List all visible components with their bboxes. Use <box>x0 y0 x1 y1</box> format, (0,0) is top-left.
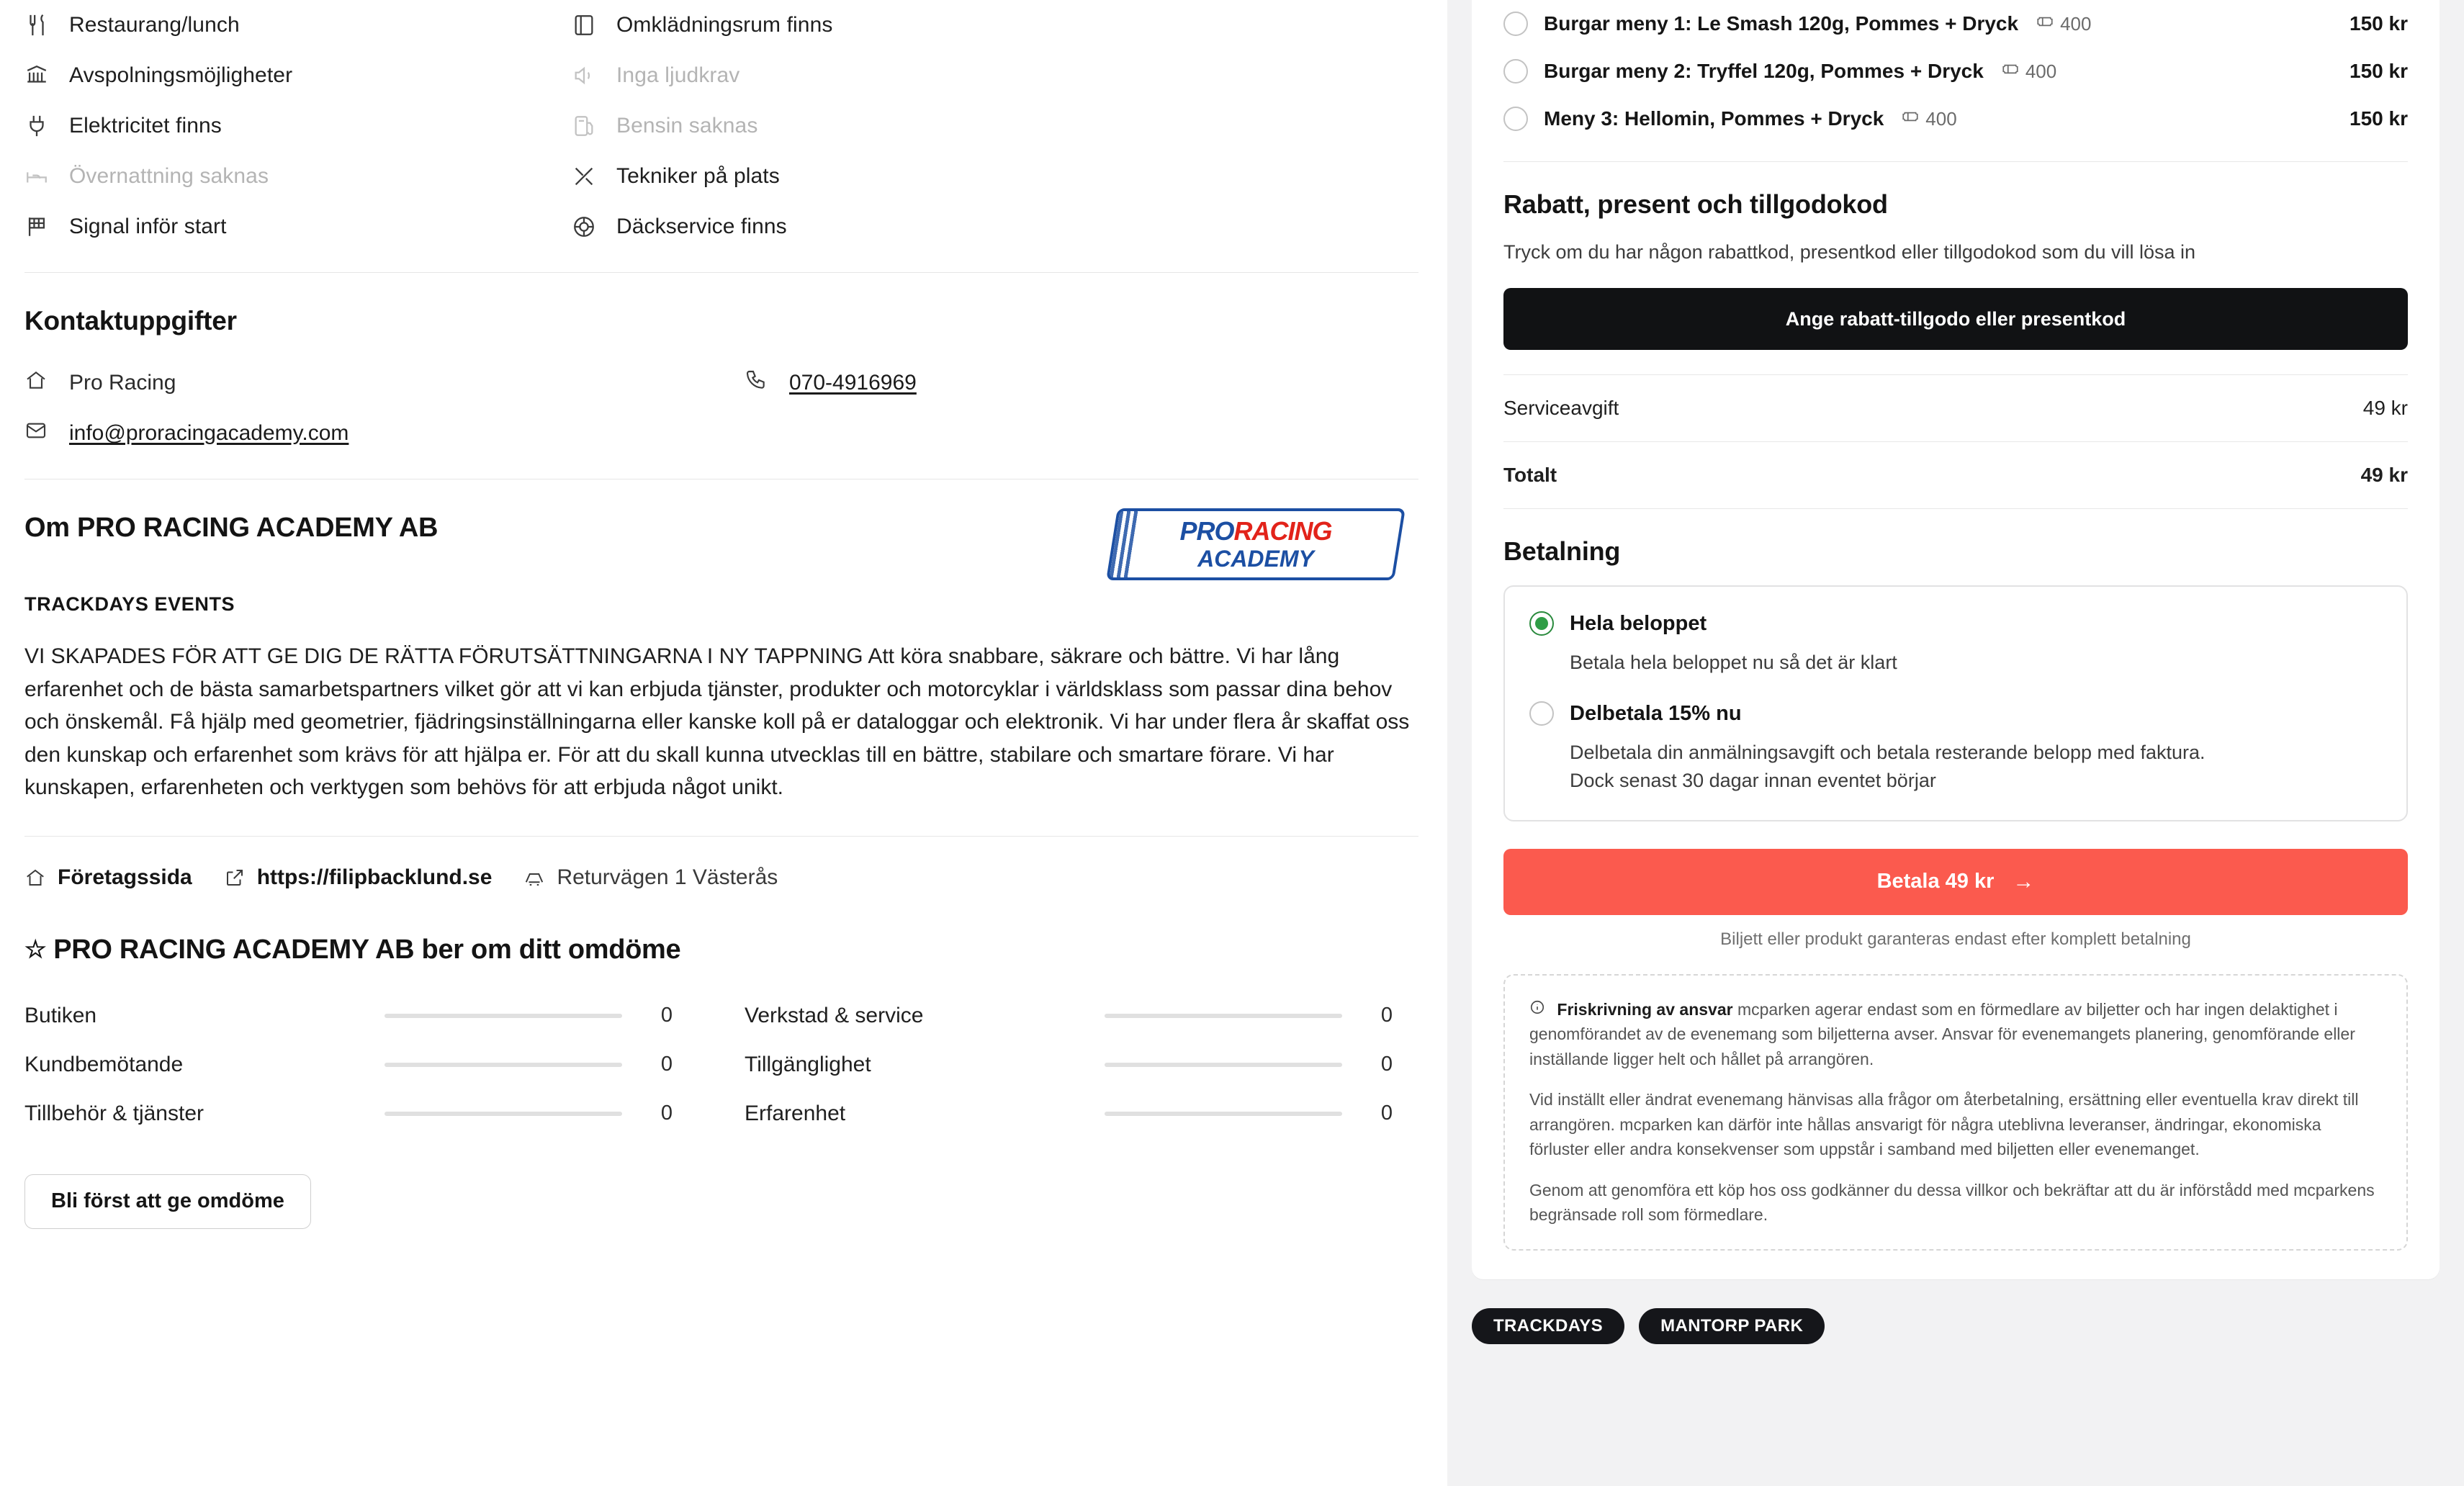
menu-option-row[interactable] <box>1503 95 2408 143</box>
info-icon <box>1529 997 1545 1022</box>
directions-icon <box>523 867 545 888</box>
menu-price: 150 kr <box>2350 12 2408 35</box>
pay-button[interactable] <box>1503 849 2408 915</box>
rating-slider[interactable] <box>1105 1112 1342 1116</box>
tag-mantorp-park[interactable]: MANTORP PARK <box>1639 1308 1825 1344</box>
divider <box>1503 161 2408 162</box>
payment-option-partial-desc: Delbetala din anmälningsavgift och betala resterande belopp med faktura. Dock senast 30 dagar innan eventet börjar <box>1570 742 2206 792</box>
payment-options <box>1503 585 2408 821</box>
star-icon: ☆ <box>24 936 47 964</box>
total-label: Totalt <box>1503 464 1557 487</box>
menu-option-row[interactable] <box>1503 48 2408 95</box>
ticket-icon <box>1901 107 1920 131</box>
facility-item-unavailable <box>572 101 1119 151</box>
payment-radio-partial[interactable] <box>1529 701 1554 726</box>
review-heading-text: PRO RACING ACADEMY AB ber om ditt omdöme <box>53 934 681 965</box>
contact-company: Pro Racing <box>69 371 176 395</box>
facility-item <box>24 0 572 50</box>
fuel-icon <box>572 114 616 138</box>
sound-icon <box>572 63 616 88</box>
mail-icon <box>24 419 69 448</box>
rating-label: Butiken <box>24 1003 97 1027</box>
facility-item <box>24 50 572 101</box>
about-links <box>24 836 1418 890</box>
rating-slider[interactable] <box>1105 1014 1342 1018</box>
payment-option-partial-label: Delbetala 15% nu <box>1570 701 1742 725</box>
directions-link[interactable] <box>523 865 778 890</box>
payment-option-full-desc: Betala hela beloppet nu så det är klart <box>1570 652 1897 674</box>
pay-button-label: Betala 49 kr <box>1876 870 1995 893</box>
facility-label: Bensin saknas <box>616 114 758 138</box>
service-fee-amount: 49 kr <box>2362 397 2408 420</box>
menu-radio[interactable] <box>1503 12 1528 36</box>
rating-label: Erfarenhet <box>745 1101 846 1125</box>
menu-radio[interactable] <box>1503 107 1528 131</box>
about-description: VI SKAPADES FÖR ATT GE DIG DE RÄTTA FÖRUTSÄTTNINGARNA I NY TAPPNING Att köra snabbare, säkrare och bättre. Vi har lång erfarenhet och de bästa samarbetspartners vilket gör att vi kan erbjuda tjänster, produkter och motorcyklar i världsklass som passar dina behov och önskemål. Få hjälp med geometrier, fjädringsinställningarna eller kanske koll på er dataloggar och elektronik. Vi har under flera år skaffat oss den kunskap och erfarenhet som krävs för att hjälpa er. För att du skall kunna utvecklas till en bättre, stabilare och smartare förare. Vi har kunskapen, erfarenheten och verktygen som behövs för att erbjuda något unikt. <box>24 644 1410 800</box>
disclaimer-text-3: Genom att genomföra ett köp hos oss godkänner du dessa villkor och bekräftar att du är införstådd med mcparkens begränsade roll som förmedlare. <box>1529 1180 2375 1225</box>
wash-icon <box>24 63 69 88</box>
rating-row[interactable] <box>745 1040 1465 1089</box>
arrow-right-icon: → <box>2013 869 2035 893</box>
menu-quantity <box>1901 107 1956 131</box>
divider <box>24 272 1418 273</box>
rating-slider[interactable] <box>385 1014 622 1018</box>
rating-value: 0 <box>1380 1102 1393 1125</box>
about-header <box>24 508 1418 580</box>
contact-company-row <box>24 358 745 408</box>
disclaimer-text-1: mcparken agerar endast som en förmedlare av biljetter och har ingen delaktighet i genomförandet av de evenemang som biljetterna avser. Ansvar för evenemangets planering, genomförande eller inställande ligger helt och hållet på arrangören. <box>1529 999 2355 1068</box>
total-row <box>1503 442 2408 508</box>
facility-item-unavailable <box>24 151 572 202</box>
changing-room-icon <box>572 13 616 37</box>
menu-quantity-value: 400 <box>2025 60 2057 82</box>
website-link[interactable] <box>224 865 493 890</box>
tire-icon <box>572 215 616 239</box>
payment-radio-full[interactable] <box>1529 611 1554 636</box>
total-amount: 49 kr <box>2360 464 2408 487</box>
first-review-button[interactable]: Bli först att ge omdöme <box>24 1174 311 1229</box>
facility-label: Övernattning saknas <box>69 164 269 188</box>
tools-icon <box>572 164 616 189</box>
power-plug-icon <box>24 114 69 138</box>
phone-icon <box>745 369 789 397</box>
cutlery-icon <box>24 13 69 37</box>
rating-slider[interactable] <box>385 1063 622 1067</box>
website-label: https://filipbacklund.se <box>256 865 493 889</box>
rating-row[interactable] <box>24 1089 745 1138</box>
contact-phone-row[interactable] <box>745 358 1418 408</box>
menu-option-label: Burgar meny 2: Tryffel 120g, Pommes + Dryck <box>1544 60 1984 82</box>
menu-quantity <box>2001 60 2056 84</box>
facility-item <box>572 202 1119 252</box>
ticket-icon <box>2001 60 2020 84</box>
facility-label: Inga ljudkrav <box>616 63 740 87</box>
payment-option-full[interactable] <box>1529 611 2380 636</box>
facility-item <box>572 0 1119 50</box>
logo-text-racing: RACING <box>1233 516 1332 546</box>
rating-value: 0 <box>660 1102 673 1125</box>
rating-list <box>24 991 1418 1138</box>
menu-option-list <box>1503 0 2408 143</box>
facility-label: Elektricitet finns <box>69 114 222 138</box>
menu-option-label: Burgar meny 1: Le Smash 120g, Pommes + Dryck <box>1544 12 2019 35</box>
rating-label: Tillbehör & tjänster <box>24 1101 204 1125</box>
contact-email-row[interactable] <box>24 408 745 459</box>
logo-text-academy: ACADEMY <box>1197 546 1314 572</box>
menu-quantity <box>2036 12 2091 36</box>
enter-discount-code-button[interactable]: Ange rabatt-tillgodo eller presentkod <box>1503 288 2408 350</box>
facility-label: Tekniker på plats <box>616 164 780 188</box>
tag-trackdays[interactable]: TRACKDAYS <box>1472 1308 1624 1344</box>
service-fee-label: Serviceavgift <box>1503 397 1619 420</box>
facility-label: Omklädningsrum finns <box>616 13 833 37</box>
company-page-link[interactable] <box>24 865 192 890</box>
contact-phone-link[interactable]: 070-4916969 <box>789 371 917 395</box>
home-icon <box>24 867 46 888</box>
directions-label: Returvägen 1 Västerås <box>557 865 778 889</box>
menu-radio[interactable] <box>1503 59 1528 84</box>
rating-row[interactable] <box>24 1040 745 1089</box>
flag-icon <box>24 215 69 239</box>
logo-text-pro: PRO <box>1179 516 1234 546</box>
rating-value: 0 <box>660 1053 673 1076</box>
rating-slider[interactable] <box>385 1112 622 1116</box>
facility-label: Restaurang/lunch <box>69 13 240 37</box>
contact-details <box>24 358 1418 459</box>
company-page-label: Företagssida <box>58 865 192 889</box>
checkout-card <box>1472 0 2440 1279</box>
review-heading <box>24 935 1418 965</box>
checkout-column <box>1447 0 2464 1486</box>
disclaimer-text-2: Vid inställt eller ändrat evenemang hänvisas alla frågor om återbetalning, ersättning eller eventuella krav direkt till arrangören. mcparken kan därför inte hållas ansvarigt för några uteblivna leveranser, ändringar, ekonomiska förluster eller andra konsekvenser som uppstår i samband med biljetten eller evenemanget. <box>1529 1090 2359 1159</box>
contact-section-title: Kontaktuppgifter <box>24 306 237 336</box>
discount-description: Tryck om du har någon rabattkod, presentkod eller tillgodokod som du vill lösa in <box>1503 241 2196 263</box>
tag-list <box>1472 1308 2440 1344</box>
disclaimer-title: Friskrivning av ansvar <box>1557 999 1733 1019</box>
facility-item <box>24 202 572 252</box>
menu-price: 150 kr <box>2350 107 2408 130</box>
company-logo <box>1106 508 1406 580</box>
divider <box>1503 508 2408 509</box>
rating-value: 0 <box>660 1004 673 1027</box>
menu-option-row[interactable] <box>1503 0 2408 48</box>
disclaimer-paragraph-1 <box>1529 997 2382 1072</box>
menu-price: 150 kr <box>2350 60 2408 82</box>
facility-label: Avspolningsmöjligheter <box>69 63 293 87</box>
facility-item-unavailable <box>572 50 1119 101</box>
menu-quantity-value: 400 <box>2060 12 2092 35</box>
menu-option-label: Meny 3: Hellomin, Pommes + Dryck <box>1544 107 1884 130</box>
contact-email-link[interactable]: info@proracingacademy.com <box>69 421 349 445</box>
rating-label: Verkstad & service <box>745 1003 924 1027</box>
home-icon <box>24 369 69 397</box>
facility-list <box>24 0 1418 252</box>
rating-value: 0 <box>1380 1053 1393 1076</box>
payment-option-full-label: Hela beloppet <box>1570 611 1707 635</box>
menu-quantity-value: 400 <box>1925 107 1957 130</box>
bed-icon <box>24 164 69 189</box>
discount-title: Rabatt, present och tillgodokod <box>1503 189 1888 219</box>
pay-button-note: Biljett eller produkt garanteras endast efter komplett betalning <box>1720 929 2191 949</box>
about-subtitle: TRACKDAYS EVENTS <box>24 593 235 615</box>
facility-item <box>24 101 572 151</box>
facility-item <box>572 151 1119 202</box>
external-link-icon <box>224 867 246 888</box>
ticket-icon <box>2036 12 2054 36</box>
rating-row[interactable] <box>24 991 745 1040</box>
facility-label: Däckservice finns <box>616 215 787 238</box>
rating-row[interactable] <box>745 1089 1465 1138</box>
rating-label: Tillgänglighet <box>745 1052 871 1076</box>
payment-option-partial[interactable] <box>1529 701 2380 726</box>
rating-row[interactable] <box>745 991 1465 1040</box>
rating-slider[interactable] <box>1105 1063 1342 1067</box>
payment-title: Betalning <box>1503 536 1621 567</box>
disclaimer-box <box>1503 974 2408 1251</box>
rating-label: Kundbemötande <box>24 1052 184 1076</box>
about-title: Om PRO RACING ACADEMY AB <box>24 513 439 543</box>
facility-label: Signal inför start <box>69 215 227 238</box>
rating-value: 0 <box>1380 1004 1393 1027</box>
service-fee-row <box>1503 375 2408 441</box>
